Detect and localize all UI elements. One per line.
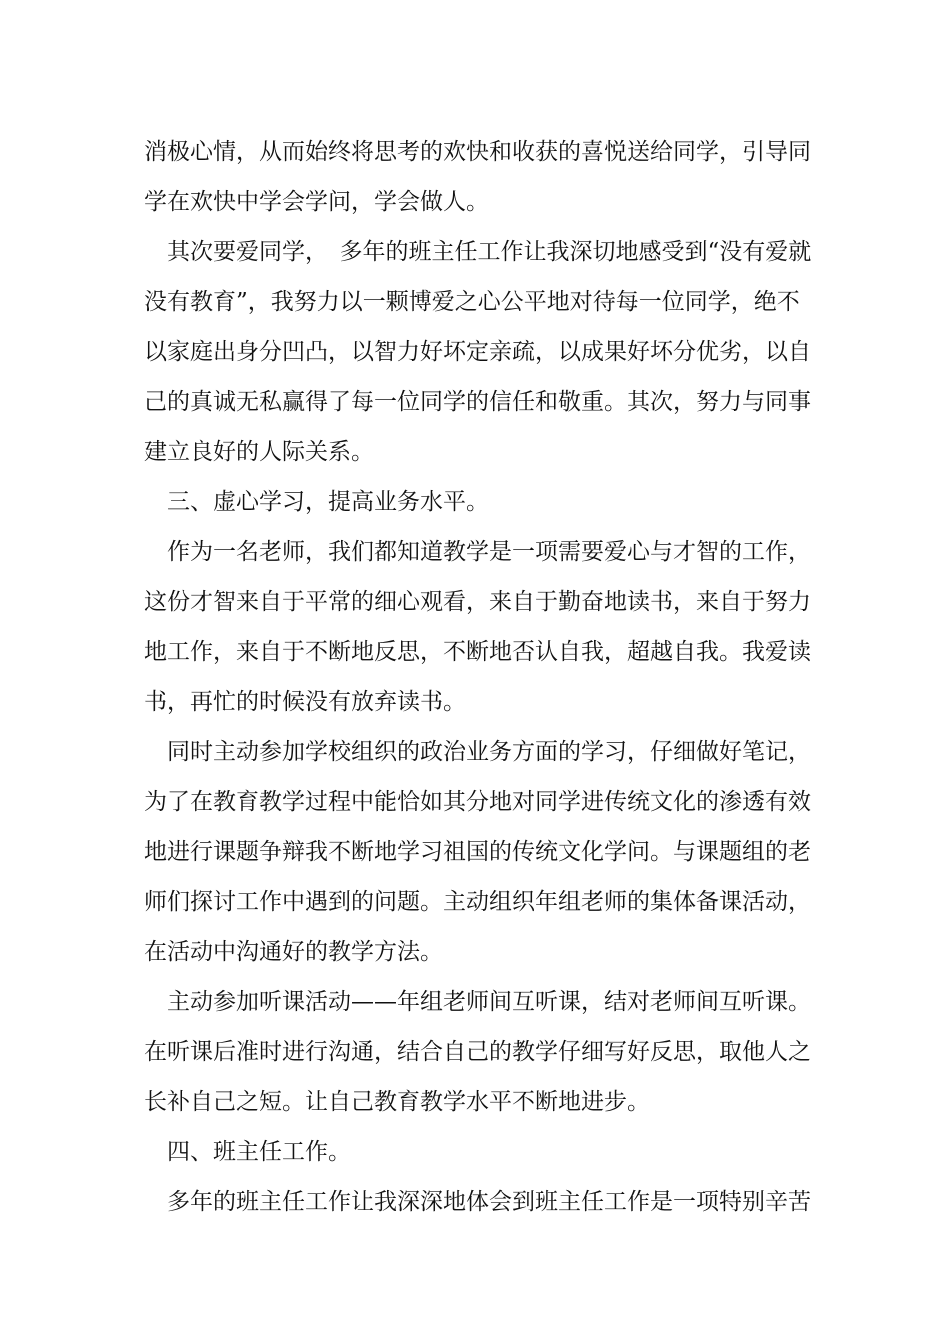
text-line: 消极心情，从而始终将思考的欢快和收获的喜悦送给同学，引导同 [144, 139, 811, 165]
text-line: 己的真诚无私赢得了每一位同学的信任和敬重。其次，努力与同事 [144, 389, 811, 415]
text-line: 地工作，来自于不断地反思，不断地否认自我，超越自我。我爱读 [144, 639, 811, 665]
text-line: 多年的班主任工作让我深深地体会到班主任工作是一项特别辛苦 [167, 1189, 811, 1215]
text-line: 三、虚心学习，提高业务水平。 [167, 489, 489, 515]
text-line: 师们探讨工作中遇到的问题。主动组织年组老师的集体备课活动， [144, 889, 811, 915]
text-line: 主动参加听课活动——年组老师间互听课，结对老师间互听课。 [167, 989, 811, 1015]
text-line: 在活动中沟通好的教学方法。 [144, 939, 443, 965]
text-line: 作为一名老师，我们都知道教学是一项需要爱心与才智的工作， [167, 539, 811, 565]
text-line: 地进行课题争辩我不断地学习祖国的传统文化学问。与课题组的老 [144, 839, 811, 865]
text-line: 同时主动参加学校组织的政治业务方面的学习，仔细做好笔记， [167, 739, 811, 765]
text-line: 这份才智来自于平常的细心观看，来自于勤奋地读书，来自于努力 [144, 589, 811, 615]
text-line: 其次要爱同学， 多年的班主任工作让我深切地感受到“没有爱就 [167, 239, 812, 265]
text-line: 建立良好的人际关系。 [144, 439, 374, 465]
text-line: 以家庭出身分凹凸，以智力好坏定亲疏，以成果好坏分优劣，以自 [144, 339, 811, 365]
text-line: 学在欢快中学会学问，学会做人。 [144, 189, 489, 215]
text-line: 长补自己之短。让自己教育教学水平不断地进步。 [144, 1089, 650, 1115]
text-line: 在听课后准时进行沟通，结合自己的教学仔细写好反思，取他人之 [144, 1039, 811, 1065]
document-body [144, 127, 814, 1227]
text-line: 为了在教育教学过程中能恰如其分地对同学进传统文化的渗透有效 [144, 789, 811, 815]
text-line: 书，再忙的时候没有放弃读书。 [144, 689, 466, 715]
text-line: 没有教育”，我努力以一颗博爱之心公平地对待每一位同学，绝不 [144, 289, 800, 315]
text-line: 四、班主任工作。 [167, 1139, 351, 1165]
